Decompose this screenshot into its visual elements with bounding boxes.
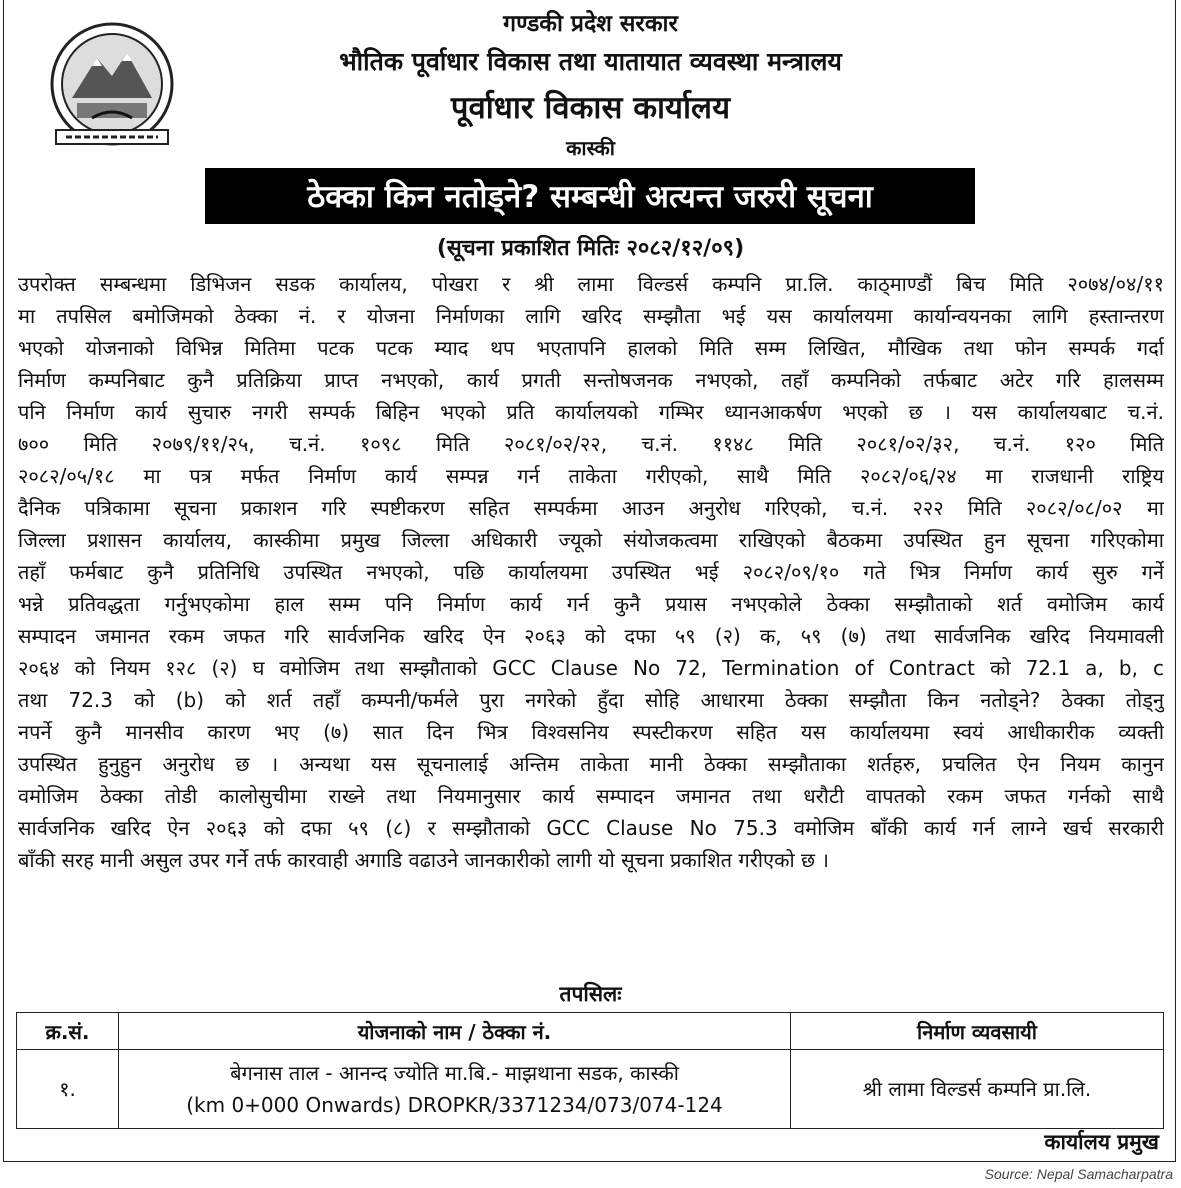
cell-contractor: श्री लामा विल्डर्स कम्पनि प्रा.लि. <box>791 1050 1164 1129</box>
notice-body <box>18 268 1164 876</box>
publish-date: (सूचना प्रकाशित मितिः २०८२/१२/०९) <box>436 236 745 261</box>
body-line: सार्वजनिक खरिद ऐन २०६३ को दफा ५९ (८) र सम्झौताको GCC Clause No 75.3 वमोजिम बाँकी कार्य गर्न लाग्ने खर्च सरकारी <box>18 816 1164 840</box>
cell-project <box>119 1050 791 1129</box>
district-name: कास्की <box>566 136 615 160</box>
body-line: ७०० मिति २०७९/११/२५, च.नं. १०९८ मिति २०८१/०२/२२, च.नं. ११४८ मिति २०८१/०२/३२, च.नं. १२० मिति <box>18 432 1164 456</box>
column-header-contractor: निर्माण व्यवसायी <box>791 1013 1164 1050</box>
table-header-row <box>17 1013 1164 1050</box>
body-line: सम्पादन जमानत रकम जफत गरि सार्वजनिक खरिद ऐन २०६३ को दफा ५९ (२) क, ५९ (७) तथा सार्वजनिक खरिद नियमावली <box>18 624 1164 648</box>
body-line: २०६४ को नियम १२८ (२) घ वमोजिम तथा सम्झौताको GCC Clause No 72, Termination of Contract को 72.1 a, b, c <box>18 656 1164 680</box>
column-header-sn: क्र.सं. <box>17 1013 119 1050</box>
body-line: भएको योजनाको विभिन्न मितिमा पटक पटक म्याद थप भएतापनि हालको मिति सम्म लिखित, मौखिक तथा फोन सम्पर्क गर्दा <box>18 336 1164 360</box>
notice-title-text: ठेक्का किन नतोड्ने? सम्बन्धी अत्यन्त जरुरी सूचना <box>307 179 873 215</box>
signature-title: कार्यालय प्रमुख <box>1044 1130 1159 1154</box>
body-line: उपस्थित हुनुहुन अनुरोध छ । अन्यथा यस सूचनालाई अन्तिम ताकेता मानी ठेक्का सम्झौताका शर्तहरु, प्रचलित ऐन नियम कानुन <box>18 752 1164 776</box>
office-name: पूर्वाधार विकास कार्यालय <box>450 90 731 126</box>
body-line: जिल्ला प्रशासन कार्यालय, कास्कीमा प्रमुख जिल्ला अधिकारी ज्यूको संयोजकत्वमा राखिएको बैठकमा उपस्थित हुन सूचना गरिएकोमा <box>18 528 1164 552</box>
body-line: निर्माण कम्पनिबाट कुनै प्रतिक्रिया प्राप्त नभएको, कार्य प्रगती सन्तोषजनक नभएको, तहाँ कम्पनिको तर्फबाट अटेर गरि हालसम्म <box>18 368 1164 392</box>
table-row <box>17 1050 1164 1129</box>
cell-sn: १. <box>17 1050 119 1129</box>
project-name: बेगनास ताल - आनन्द ज्योति मा.बि.- माझथाना सडक, कास्की <box>230 1061 679 1085</box>
body-line: नपर्ने कुनै मानसीव कारण भए (७) सात दिन भित्र विश्वसनिय स्पस्टीकरण सहित यस कार्यालयमा स्वयं आधीकारीक व्यक्ती <box>18 720 1164 744</box>
body-line: उपरोक्त सम्बन्धमा डिभिजन सडक कार्यालय, पोखरा र श्री लामा विल्डर्स कम्पनि प्रा.लि. काठ्माण्डौं बिच मिति २०७४/०४/११ <box>18 272 1164 296</box>
body-line: दैनिक पत्रिकामा सूचना प्रकाशन गरि स्पष्टीकरण सहित सम्पर्कमा आउन अनुरोध गरिएको, च.नं. २२२ मिति २०८२/०८/०२ मा <box>18 496 1164 520</box>
body-line: तहाँ फर्मबाट कुनै प्रतिनिधि उपस्थित नभएको, पछि कार्यालयमा उपस्थित भई २०८२/०९/१० गते भित्र निर्माण कार्य सुरु गर्ने <box>18 560 1164 584</box>
source-credit: Source: Nepal Samacharpatra <box>984 1166 1173 1182</box>
body-line: तथा 72.3 को (b) को शर्त तहाँ कम्पनी/फर्मले पुरा नगरेको हुँदा सोहि आधारमा ठेक्का सम्झौता किन नतोड्ने? ठेक्का तोड्नु <box>18 688 1164 712</box>
body-line: वमोजिम ठेक्का तोडी कालोसुचीमा राख्ने तथा नियमानुसार कार्य सम्पादन जमानत तथा धरौटी वापतको रकम जफत गर्नको साथै <box>18 784 1164 808</box>
body-line: बाँकी सरह मानी असुल उपर गर्ने तर्फ कारवाही अगाडि वढाउने जानकारीको लागी यो सूचना प्रकाशित गरीएको छ । <box>18 848 829 872</box>
column-header-project: योजनाको नाम / ठेक्का नं. <box>119 1013 791 1050</box>
schedule-heading: तपसिलः <box>559 982 622 1006</box>
body-line: पनि निर्माण कार्य सुचारु नगरी सम्पर्क बिहिन भएको प्रति कार्यालयको गम्भिर ध्यानआकर्षण भएको छ । यस कार्यालयबाट च.नं. <box>18 400 1164 424</box>
body-line: मा तपसिल बमोजिमको ठेक्का नं. र योजना निर्माणका लागि खरिद सम्झौता भई यस कार्यालयमा कार्यान्वयनका लागि हस्तान्तरण <box>18 304 1164 328</box>
government-name: गण्डकी प्रदेश सरकार <box>503 11 678 37</box>
contract-number: (km 0+000 Onwards) DROPKR/3371234/073/074-124 <box>186 1093 723 1117</box>
notice-title <box>205 168 975 224</box>
body-line: २०८२/०५/१८ मा पत्र मर्फत निर्माण कार्य सम्पन्न गर्न ताकेता गरीएको, साथै मिति २०८२/०६/२४ मा राजधानी राष्ट्रिय <box>18 464 1164 488</box>
ministry-name: भौतिक पूर्वाधार विकास तथा यातायात व्यवस्था मन्त्रालय <box>339 47 842 76</box>
body-line: भन्ने प्रतिवद्धता गर्नुभएकोमा हाल सम्म पनि निर्माण कार्य गर्न कुनै प्रयास नभएकोले ठेक्का सम्झौताको शर्त वमोजिम कार्य <box>18 592 1164 616</box>
schedule-table <box>16 1012 1164 1129</box>
